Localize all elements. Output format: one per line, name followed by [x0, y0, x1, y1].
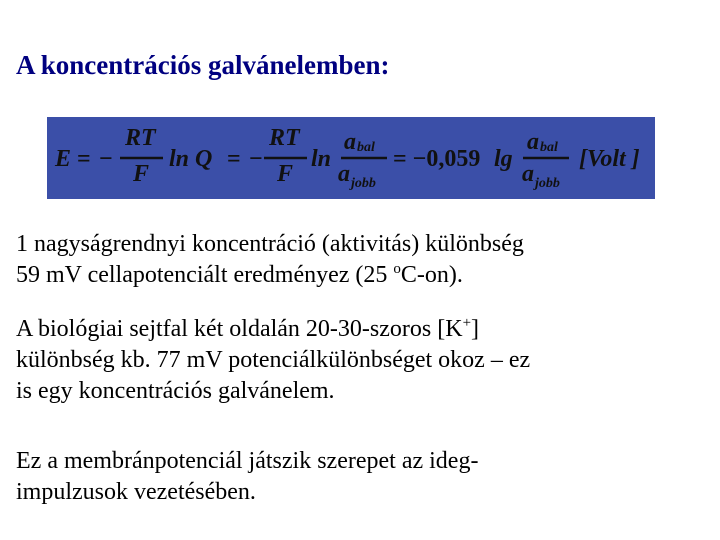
formula-rt-2: RT: [269, 125, 300, 151]
formula-ln: ln: [311, 146, 332, 172]
formula-f-2: F: [277, 161, 294, 187]
formula-coefficient: = −0,059: [393, 146, 481, 172]
paragraph-1: [16, 229, 524, 291]
paragraph-2-line-2: különbség kb. 77 mV potenciálkülönbséget okoz – ez: [16, 347, 531, 373]
plus-superscript: +: [462, 315, 472, 331]
p1-line2-tail: C-on).: [400, 262, 463, 288]
formula-a-jobb-2: a: [522, 161, 534, 187]
paragraph-3: [16, 446, 478, 508]
formula-a-bal-1: a: [344, 129, 356, 155]
formula-equals-2: =: [227, 146, 241, 172]
formula-lg: lg: [494, 146, 513, 172]
slide-title: A koncentrációs galvánelemben:: [16, 50, 390, 80]
p2-line1-text: A biológiai sejtfal két oldalán 20-30-szoros [K: [16, 316, 463, 342]
paragraph-1-line-1: 1 nagyságrendnyi koncentráció (aktivitás) különbség: [16, 231, 524, 257]
paragraph-2: [16, 314, 530, 407]
degree-superscript: o: [393, 261, 401, 277]
formula-sub-bal-1: bal: [357, 140, 375, 155]
formula-minus-1: −: [99, 146, 113, 172]
formula-e: E: [55, 146, 72, 172]
paragraph-3-line-1: Ez a membránpotenciál játszik szerepet az ideg-: [16, 448, 479, 474]
nernst-equation: [47, 117, 655, 199]
formula-a-bal-2: a: [527, 129, 539, 155]
formula-sub-bal-2: bal: [540, 140, 558, 155]
formula-unit: [Volt ]: [579, 146, 640, 172]
formula-sub-jobb-1: jobb: [351, 176, 376, 191]
formula-sub-jobb-2: jobb: [535, 176, 560, 191]
formula-equals-1: =: [77, 146, 91, 172]
formula-a-jobb-1: a: [338, 161, 350, 187]
formula-rt-1: RT: [125, 125, 156, 151]
paragraph-1-line-2: [16, 260, 524, 291]
p1-line2-text: 59 mV cellapotenciált eredményez (25: [16, 262, 394, 288]
p2-line1-tail: ]: [471, 316, 480, 342]
paragraph-2-line-3: is egy koncentrációs galvánelem.: [16, 378, 335, 404]
formula-box: [47, 117, 655, 199]
paragraph-2-line-1: [16, 314, 530, 345]
formula-lnq: ln Q: [169, 146, 213, 172]
formula-f-1: F: [133, 161, 150, 187]
formula-minus-2: −: [249, 146, 263, 172]
paragraph-3-line-2: impulzusok vezetésében.: [16, 479, 256, 505]
